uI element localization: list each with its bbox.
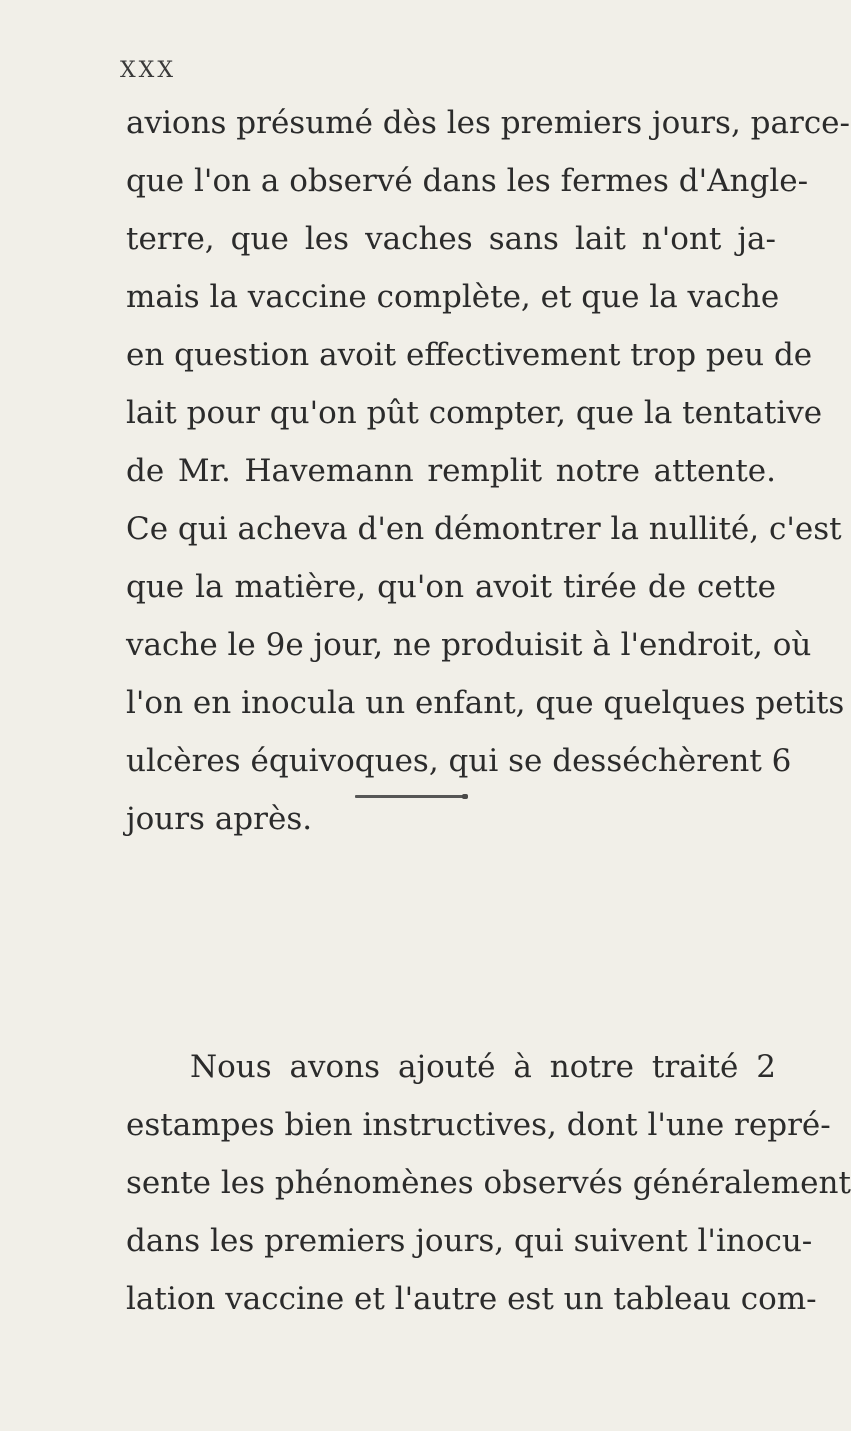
text-line: l'on en inocula un enfant, que quelques petits: [126, 685, 845, 721]
text-line: en question avoit effectivement trop peu de: [126, 337, 813, 373]
text-line: estampes bien instructives, dont l'une repré-: [126, 1107, 831, 1143]
text-line: jours après.: [126, 801, 313, 837]
section-divider: [355, 795, 465, 798]
text-line: dans les premiers jours, qui suivent l'inocu-: [126, 1223, 813, 1259]
text-line: vache le 9e jour, ne produisit à l'endroit, où: [126, 627, 812, 663]
text-line: avions présumé dès les premiers jours, parce-: [126, 105, 851, 141]
text-line: mais la vaccine complète, et que la vache: [126, 279, 780, 315]
text-line: lation vaccine et l'autre est un tableau com-: [126, 1281, 817, 1317]
text-line: terre, que les vaches sans lait n'ont ja-: [126, 221, 776, 257]
text-line: sente les phénomènes observés généralement: [126, 1165, 851, 1201]
text-line: que la matière, qu'on avoit tirée de cette: [126, 569, 776, 605]
text-line: ulcères équivoques, qui se desséchèrent 6: [126, 743, 792, 779]
paragraph-1: [126, 94, 851, 848]
text-line: Ce qui acheva d'en démontrer la nullité, c'est: [126, 511, 842, 547]
text-line: que l'on a observé dans les fermes d'Angle-: [126, 163, 809, 199]
text-line: Nous avons ajouté à notre traité 2: [190, 1049, 776, 1085]
text-line: lait pour qu'on pût compter, que la tentative: [126, 395, 823, 431]
paragraph-2: [126, 1038, 851, 1328]
text-line: de Mr. Havemann remplit notre attente.: [126, 453, 776, 489]
page-number: XXX: [120, 58, 176, 83]
